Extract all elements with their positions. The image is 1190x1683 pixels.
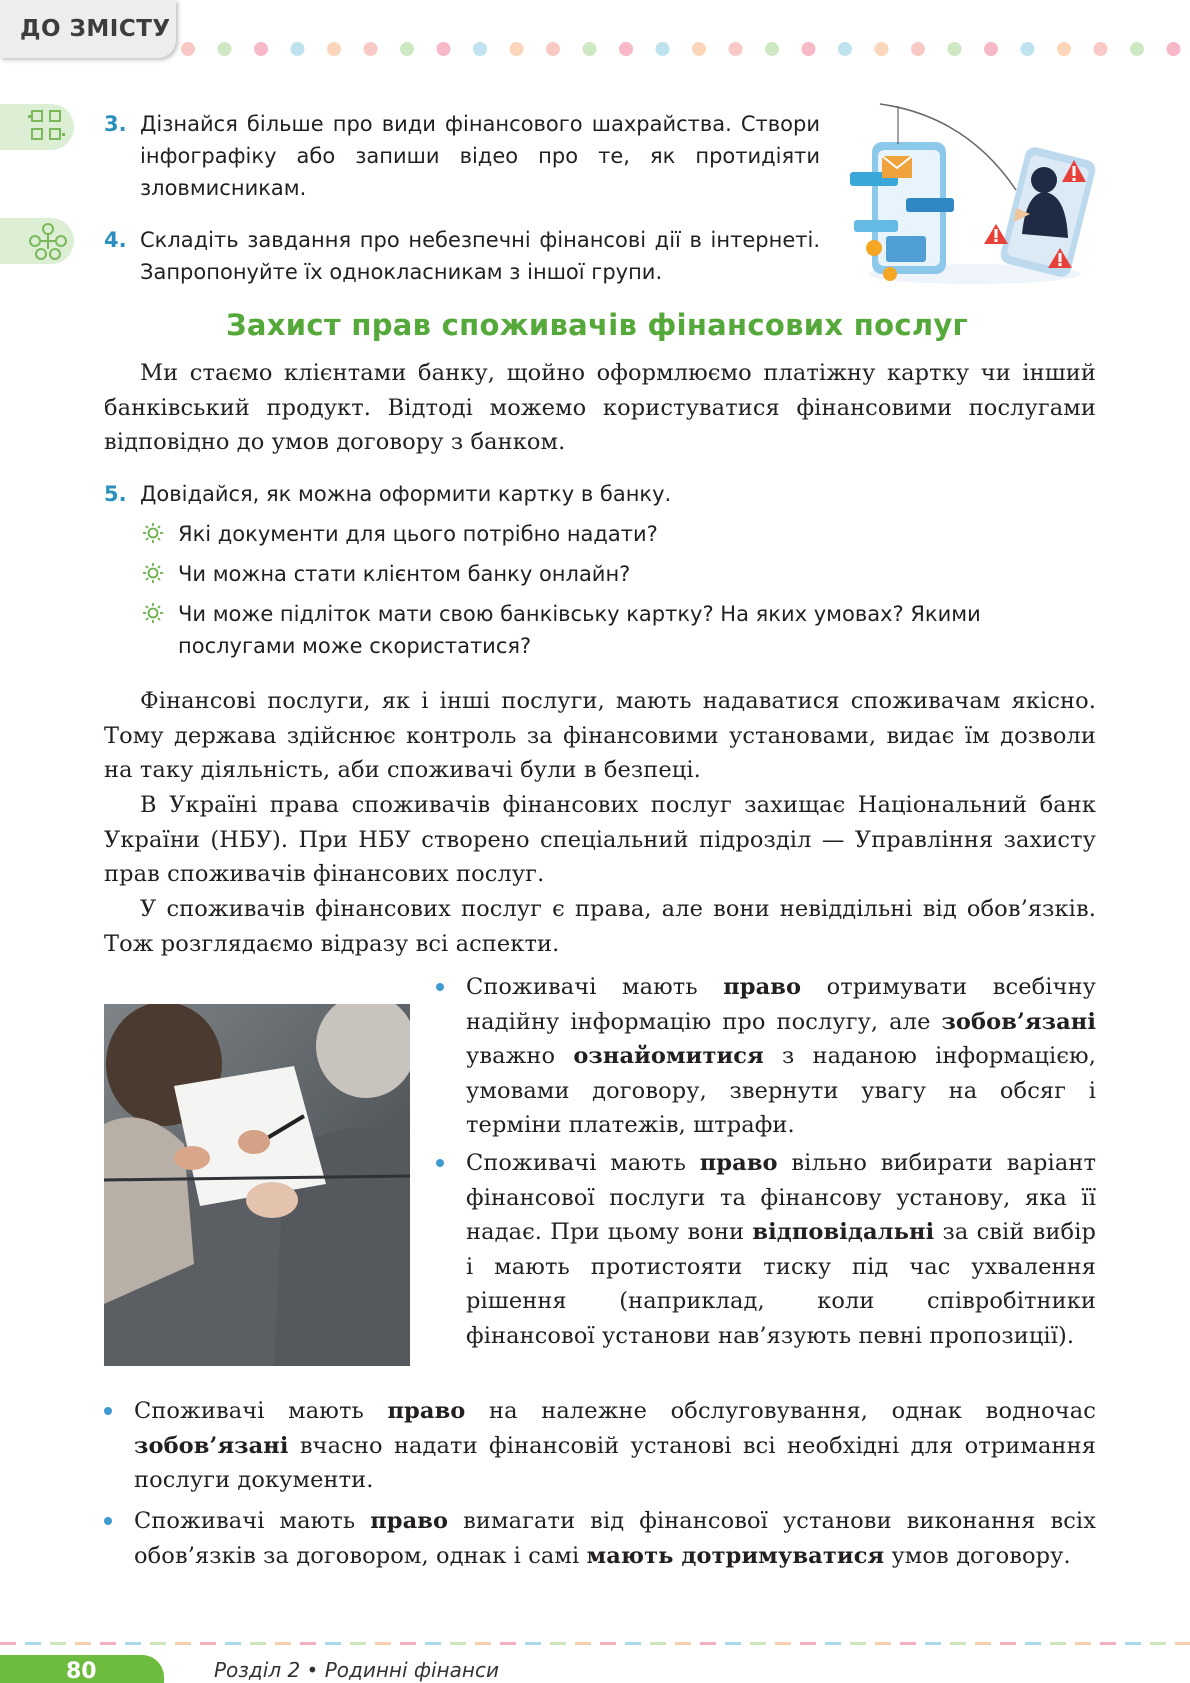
decorative-dash bbox=[550, 1642, 566, 1645]
decorative-dot bbox=[765, 42, 779, 56]
bullet-text: вчасно надати фінансовій установі всі необхідні для отримання послуги документи. bbox=[134, 1432, 1096, 1493]
decorative-dots-top bbox=[180, 38, 1190, 60]
intro-paragraph: Ми стаємо клієнтами банку, щойно оформлюємо платіжну картку чи інший банківський продукт. Відтоді можемо користуватися фінансовими послугами відповідно до умов договору з банком. bbox=[104, 360, 1096, 455]
decorative-dash bbox=[850, 1642, 866, 1645]
photo-signing-contract bbox=[104, 1004, 410, 1366]
decorative-dash bbox=[575, 1642, 591, 1645]
decorative-dash bbox=[225, 1642, 241, 1645]
grid-icon bbox=[26, 107, 70, 147]
side-tab-group bbox=[0, 218, 74, 264]
decorative-dot bbox=[911, 42, 925, 56]
decorative-dash bbox=[675, 1642, 691, 1645]
decorative-dash bbox=[1075, 1642, 1091, 1645]
sun-bullet-icon bbox=[142, 522, 164, 544]
body-paragraph: Фінансові послуги, як і інші послуги, мають надаватися споживачам якісно. Тому держава здійснює контроль за фінансовими установами, видає їм дозволи на таку діяльність, аби споживачі були в безпеці. bbox=[104, 688, 1096, 783]
decorative-dot bbox=[729, 42, 743, 56]
bullet-text: вільно вибирати варіант фінансової послуги та фінансову установу, яка її надає. При цьому вони bbox=[466, 1150, 1096, 1245]
decorative-dash bbox=[150, 1642, 166, 1645]
decorative-dash bbox=[200, 1642, 216, 1645]
decorative-dash bbox=[175, 1642, 191, 1645]
decorative-dash bbox=[875, 1642, 891, 1645]
phishing-illustration bbox=[846, 98, 1098, 290]
decorative-dash bbox=[925, 1642, 941, 1645]
decorative-dash bbox=[125, 1642, 141, 1645]
bullet-text: отримувати всебічну надійну інформацію про послугу, але bbox=[466, 974, 1097, 1035]
decorative-dash bbox=[425, 1642, 441, 1645]
decorative-dot bbox=[1094, 42, 1108, 56]
section-heading: Захист прав споживачів фінансових послуг bbox=[225, 308, 969, 342]
decorative-dash bbox=[375, 1642, 391, 1645]
decorative-dash bbox=[1125, 1642, 1141, 1645]
decorative-dot bbox=[400, 42, 414, 56]
decorative-dash bbox=[825, 1642, 841, 1645]
task-text: Дізнайся більше про види фінансового шахрайства. Створи інфографіку або запиши відео про те, як протидіяти зловмисникам. bbox=[140, 112, 820, 200]
question-text: Які документи для цього потрібно надати? bbox=[178, 522, 658, 546]
decorative-dot bbox=[437, 42, 451, 56]
decorative-dash bbox=[1050, 1642, 1066, 1645]
rights-bullet bbox=[104, 1504, 1096, 1573]
decorative-dash bbox=[25, 1642, 41, 1645]
decorative-dash bbox=[325, 1642, 341, 1645]
decorative-dashes-bottom bbox=[0, 1641, 1190, 1647]
decorative-dot bbox=[948, 42, 962, 56]
decorative-dot bbox=[181, 42, 195, 56]
bullet-bold: зобов’язані bbox=[134, 1432, 289, 1459]
bullet-text: з наданою інформацією, умовами договору, звернути увагу на обсяг і терміни платежів, штрафи. bbox=[466, 1043, 1096, 1138]
task-text: Довідайся, як можна оформити картку в банку. bbox=[140, 482, 672, 506]
task-5 bbox=[104, 478, 1096, 510]
task-4 bbox=[104, 224, 820, 288]
bullet-bold: право bbox=[370, 1508, 449, 1534]
decorative-dash bbox=[250, 1642, 266, 1645]
question-item bbox=[142, 598, 1102, 662]
decorative-dash bbox=[1150, 1642, 1166, 1645]
decorative-dash bbox=[1025, 1642, 1041, 1645]
decorative-dot bbox=[802, 42, 816, 56]
bullet-bold: відповідальні bbox=[752, 1219, 935, 1245]
side-tab-individual bbox=[0, 104, 74, 150]
decorative-dot bbox=[291, 42, 305, 56]
decorative-dash bbox=[625, 1642, 641, 1645]
decorative-dash bbox=[475, 1642, 491, 1645]
decorative-dash bbox=[100, 1642, 116, 1645]
task-text: Складіть завдання про небезпечні фінансові дії в інтернеті. Запропонуйте їх однокласникам з іншої групи. bbox=[140, 228, 820, 284]
question-text: Чи можна стати клієнтом банку онлайн? bbox=[178, 562, 631, 586]
toc-label: ДО ЗМІСТУ bbox=[20, 16, 171, 42]
decorative-dot bbox=[619, 42, 633, 56]
bullet-dot bbox=[104, 1517, 112, 1525]
decorative-dot bbox=[1167, 42, 1181, 56]
bullet-dot bbox=[104, 1407, 112, 1415]
rights-bullet bbox=[104, 1394, 1096, 1498]
decorative-dot bbox=[1021, 42, 1035, 56]
bullet-text: Споживачі мають bbox=[134, 1398, 388, 1424]
sun-bullet-icon bbox=[142, 562, 164, 584]
task-number: 3. bbox=[104, 112, 127, 136]
body-paragraph: В Україні права споживачів фінансових послуг захищає Національний банк України (НБУ). При НБУ створено спеціальний підрозділ — Управління захисту прав споживачів фінансових послуг. bbox=[104, 792, 1096, 887]
bullet-bold: зобов’язані bbox=[941, 1008, 1096, 1035]
task-3 bbox=[104, 108, 820, 204]
decorative-dash bbox=[0, 1642, 16, 1645]
decorative-dot bbox=[546, 42, 560, 56]
decorative-dash bbox=[700, 1642, 716, 1645]
question-item bbox=[142, 518, 1102, 550]
bullet-text: уважно bbox=[466, 1043, 574, 1069]
decorative-dash bbox=[500, 1642, 516, 1645]
page-number bbox=[0, 1655, 164, 1683]
task-number: 4. bbox=[104, 228, 127, 252]
bullet-text: на належне обслуговування, однак водночас bbox=[465, 1398, 1096, 1424]
decorative-dash bbox=[800, 1642, 816, 1645]
bullet-text: Споживачі мають bbox=[134, 1508, 371, 1534]
bullet-bold: мають дотримуватися bbox=[586, 1542, 885, 1569]
rights-bullet bbox=[436, 1146, 1096, 1353]
decorative-dot bbox=[984, 42, 998, 56]
bullet-text: за свій вибір і мають протистояти тиску під час ухвалення рішення (наприклад, коли співробітники фінансової установи нав’язують певні пропозиції). bbox=[466, 1219, 1096, 1349]
decorative-dash bbox=[1175, 1642, 1190, 1645]
decorative-dash bbox=[300, 1642, 316, 1645]
decorative-dash bbox=[650, 1642, 666, 1645]
decorative-dash bbox=[600, 1642, 616, 1645]
decorative-dot bbox=[656, 42, 670, 56]
decorative-dot bbox=[218, 42, 232, 56]
decorative-dot bbox=[692, 42, 706, 56]
bullet-bold: право bbox=[723, 974, 802, 1000]
decorative-dash bbox=[900, 1642, 916, 1645]
decorative-dash bbox=[75, 1642, 91, 1645]
decorative-dot bbox=[838, 42, 852, 56]
decorative-dash bbox=[750, 1642, 766, 1645]
bullet-bold: право bbox=[387, 1398, 466, 1424]
page-number-text: 80 bbox=[66, 1659, 97, 1683]
question-item bbox=[142, 558, 1102, 590]
decorative-dot bbox=[1057, 42, 1071, 56]
decorative-dash bbox=[950, 1642, 966, 1645]
decorative-dot bbox=[510, 42, 524, 56]
decorative-dash bbox=[450, 1642, 466, 1645]
bullet-dot bbox=[436, 1159, 444, 1167]
decorative-dash bbox=[50, 1642, 66, 1645]
decorative-dash bbox=[725, 1642, 741, 1645]
bullet-text: Споживачі мають bbox=[466, 974, 724, 1000]
decorative-dash bbox=[1100, 1642, 1116, 1645]
decorative-dash bbox=[775, 1642, 791, 1645]
decorative-dot bbox=[254, 42, 268, 56]
decorative-dot bbox=[1130, 42, 1144, 56]
bullet-dot bbox=[436, 983, 444, 991]
footer-section-title: Розділ 2 • Родинні фінанси bbox=[214, 1658, 499, 1682]
bullet-text: Споживачі мають bbox=[466, 1150, 700, 1176]
decorative-dot bbox=[583, 42, 597, 56]
network-icon bbox=[26, 221, 70, 261]
bullet-bold: право bbox=[699, 1150, 778, 1176]
decorative-dash bbox=[975, 1642, 991, 1645]
toc-button[interactable] bbox=[0, 0, 176, 58]
bullet-text: умов договору. bbox=[884, 1542, 1071, 1569]
rights-bullet bbox=[436, 970, 1096, 1143]
sun-bullet-icon bbox=[142, 602, 164, 624]
decorative-dot bbox=[875, 42, 889, 56]
decorative-dash bbox=[350, 1642, 366, 1645]
decorative-dash bbox=[400, 1642, 416, 1645]
decorative-dash bbox=[275, 1642, 291, 1645]
decorative-dash bbox=[525, 1642, 541, 1645]
bullet-text: вимагати від фінансової установи виконання всіх обов’язків за договором, однак і самі bbox=[134, 1508, 1096, 1569]
decorative-dot bbox=[327, 42, 341, 56]
decorative-dash bbox=[1000, 1642, 1016, 1645]
bullet-bold: ознайомитися bbox=[573, 1043, 764, 1069]
decorative-dot bbox=[473, 42, 487, 56]
task-number: 5. bbox=[104, 482, 127, 506]
decorative-dot bbox=[364, 42, 378, 56]
body-paragraph: У споживачів фінансових послуг є права, але вони невіддільні від обов’язків. Тож розглядаємо відразу всі аспекти. bbox=[104, 896, 1096, 957]
question-text: Чи може підліток мати свою банківську картку? На яких умовах? Якими послугами може скористатися? bbox=[178, 602, 981, 658]
